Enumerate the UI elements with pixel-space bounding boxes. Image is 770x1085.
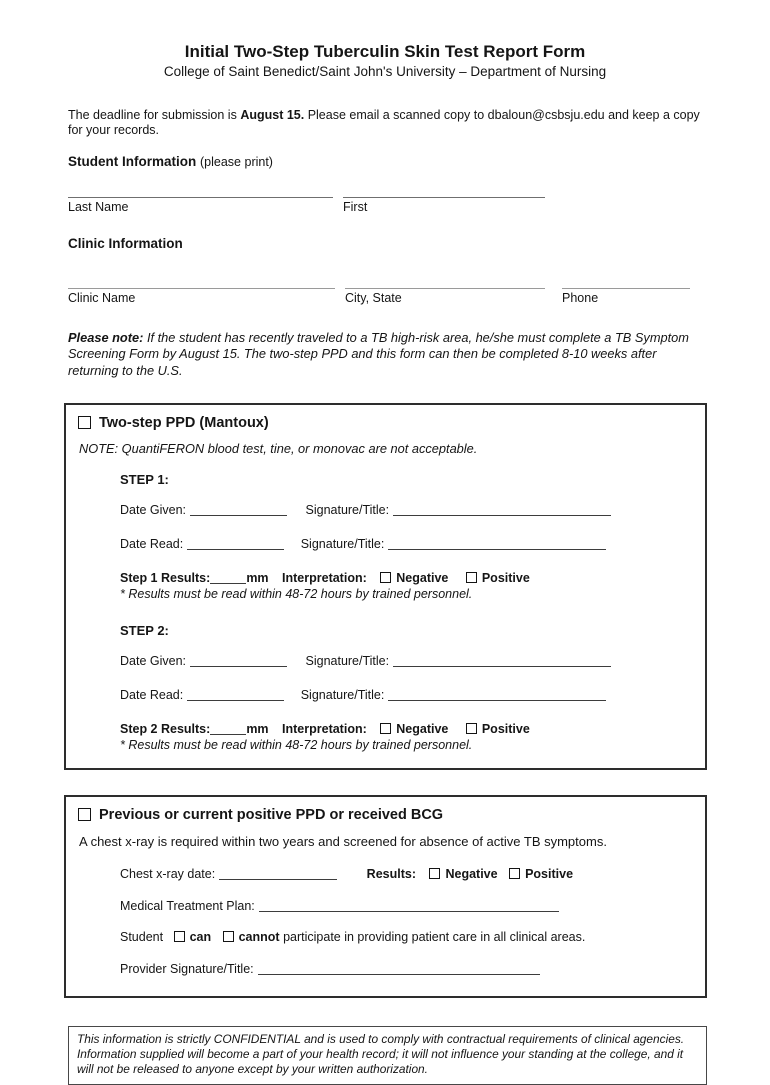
first-name-input[interactable] xyxy=(343,197,545,198)
deadline-text: The deadline for submission is xyxy=(68,107,241,122)
city-state-label: City, State xyxy=(345,290,402,305)
treatment-plan-input[interactable] xyxy=(259,898,559,912)
deadline-paragraph xyxy=(68,108,708,139)
form-subtitle: College of Saint Benedict/Saint John's University – Department of Nursing xyxy=(163,64,607,80)
please-note-label: Please note: xyxy=(68,329,144,345)
clinic-name-input[interactable] xyxy=(68,288,335,289)
xray-negative-checkbox[interactable] xyxy=(429,868,440,879)
signature-title-label: Signature/Title: xyxy=(305,502,390,517)
deadline-date: August 15. xyxy=(240,107,305,122)
clinic-fields-row xyxy=(68,288,770,305)
phone-label: Phone xyxy=(562,290,599,305)
student-info-heading xyxy=(68,154,770,169)
results-mm-input[interactable] xyxy=(210,721,246,735)
xray-results-label: Results: xyxy=(366,866,416,881)
results-unit: mm xyxy=(246,721,269,736)
results-label: Step 1 Results: xyxy=(120,570,211,585)
phone-input[interactable] xyxy=(562,288,690,289)
signature-title-label: Signature/Title: xyxy=(300,687,385,702)
signature-title-input[interactable] xyxy=(393,502,611,516)
step-1 xyxy=(120,472,693,601)
signature-title-input[interactable] xyxy=(393,653,611,667)
date-given-input[interactable] xyxy=(190,502,287,516)
provider-signature-row xyxy=(120,961,693,976)
signature-title-input[interactable] xyxy=(388,687,606,701)
can-label: can xyxy=(189,929,212,944)
form-title: Initial Two-Step Tuberculin Skin Test Report Form xyxy=(184,42,586,61)
xray-positive-checkbox[interactable] xyxy=(509,868,520,879)
results-mm-input[interactable] xyxy=(210,570,246,584)
phone-field-group xyxy=(562,288,690,305)
step-2-results-row xyxy=(120,721,693,736)
step-2-footnote: * Results must be read within 48-72 hours by trained personnel. xyxy=(120,737,473,752)
please-print-note: (please print) xyxy=(200,154,273,169)
results-unit: mm xyxy=(246,570,269,585)
step-2-date-read-row xyxy=(120,687,693,702)
cannot-checkbox[interactable] xyxy=(223,931,234,942)
positive-checkbox[interactable] xyxy=(466,572,477,583)
clinic-name-field-group xyxy=(68,288,335,305)
ppd-note: NOTE: QuantiFERON blood test, tine, or monovac are not acceptable. xyxy=(79,440,478,456)
treatment-plan-row xyxy=(120,898,693,913)
clinic-info-heading: Clinic Information xyxy=(68,235,183,251)
step-1-date-read-row xyxy=(120,536,693,551)
bcg-checkbox[interactable] xyxy=(78,808,91,821)
xray-date-label: Chest x-ray date: xyxy=(120,866,216,881)
can-checkbox[interactable] xyxy=(174,931,185,942)
signature-title-label: Signature/Title: xyxy=(305,653,390,668)
step-1-footnote: * Results must be read within 48-72 hours by trained personnel. xyxy=(120,586,473,601)
date-given-label: Date Given: xyxy=(120,502,187,517)
last-name-field-group xyxy=(68,197,333,214)
document-page xyxy=(0,42,770,1077)
step-1-results-row xyxy=(120,570,693,585)
student-participation-row xyxy=(120,930,693,944)
xray-date-row xyxy=(120,866,693,881)
step-2-heading: STEP 2: xyxy=(120,622,169,638)
xray-positive-label: Positive xyxy=(525,866,574,881)
date-read-label: Date Read: xyxy=(120,687,184,702)
step-2-date-given-row xyxy=(120,653,693,668)
student-suffix-text: participate in providing patient care in all clinical areas. xyxy=(283,929,586,944)
positive-label: Positive xyxy=(481,721,530,736)
travel-note-text: If the student has recently traveled to a TB high-risk area, he/she must complete a TB Symptom Screening Form by August 15. The two-step PPD and this form can then be completed 8-10 weeks after returning to the U.S. xyxy=(68,329,689,378)
results-label: Step 2 Results: xyxy=(120,721,211,736)
provider-signature-input[interactable] xyxy=(258,961,540,975)
city-state-input[interactable] xyxy=(345,288,545,289)
negative-label: Negative xyxy=(396,570,449,585)
xray-date-input[interactable] xyxy=(219,866,337,880)
clinic-name-label: Clinic Name xyxy=(68,290,136,305)
step-1-heading: STEP 1: xyxy=(120,471,169,487)
travel-note-paragraph xyxy=(68,330,708,379)
two-step-ppd-checkbox[interactable] xyxy=(78,416,91,429)
bcg-title-row xyxy=(78,807,693,823)
negative-checkbox[interactable] xyxy=(380,572,391,583)
bcg-intro: A chest x-ray is required within two years and screened for absence of active TB symptoms. xyxy=(79,833,607,849)
two-step-ppd-section xyxy=(64,403,707,770)
interpretation-label: Interpretation: xyxy=(282,721,367,736)
xray-negative-label: Negative xyxy=(445,866,498,881)
positive-checkbox[interactable] xyxy=(466,723,477,734)
student-label: Student xyxy=(120,929,164,944)
bcg-section xyxy=(64,795,707,998)
date-given-input[interactable] xyxy=(190,653,287,667)
negative-checkbox[interactable] xyxy=(380,723,391,734)
date-read-input[interactable] xyxy=(187,687,284,701)
step-2 xyxy=(120,623,693,752)
signature-title-label: Signature/Title: xyxy=(300,536,385,551)
last-name-label: Last Name xyxy=(68,199,129,214)
bcg-section-title: Previous or current positive PPD or received BCG xyxy=(99,806,444,823)
ppd-section-title: Two-step PPD (Mantoux) xyxy=(99,414,269,431)
student-info-heading-label: Student Information xyxy=(68,153,197,169)
cannot-label: cannot xyxy=(238,929,280,944)
deadline-text-suffix: Please email a scanned copy to dbaloun@csbsju.edu and keep a copy for your records. xyxy=(68,107,700,138)
last-name-input[interactable] xyxy=(68,197,333,198)
negative-label: Negative xyxy=(396,721,449,736)
interpretation-label: Interpretation: xyxy=(282,570,367,585)
name-fields-row xyxy=(68,197,770,214)
date-given-label: Date Given: xyxy=(120,653,187,668)
signature-title-input[interactable] xyxy=(388,536,606,550)
step-1-date-given-row xyxy=(120,502,693,517)
ppd-title-row xyxy=(78,415,693,431)
treatment-plan-label: Medical Treatment Plan: xyxy=(120,898,255,913)
city-state-field-group xyxy=(345,288,545,305)
first-name-field-group xyxy=(343,197,545,214)
first-name-label: First xyxy=(343,199,368,214)
provider-signature-label: Provider Signature/Title: xyxy=(120,961,254,976)
date-read-input[interactable] xyxy=(187,536,284,550)
date-read-label: Date Read: xyxy=(120,536,184,551)
confidentiality-notice: This information is strictly CONFIDENTIAL and is used to comply with contractual requirements of clinical agencies. Information supplied will become a part of your health record; it will not influence your standing at the college, and it will not be released to anyone except by your written authorization. xyxy=(68,1026,707,1085)
positive-label: Positive xyxy=(481,570,530,585)
